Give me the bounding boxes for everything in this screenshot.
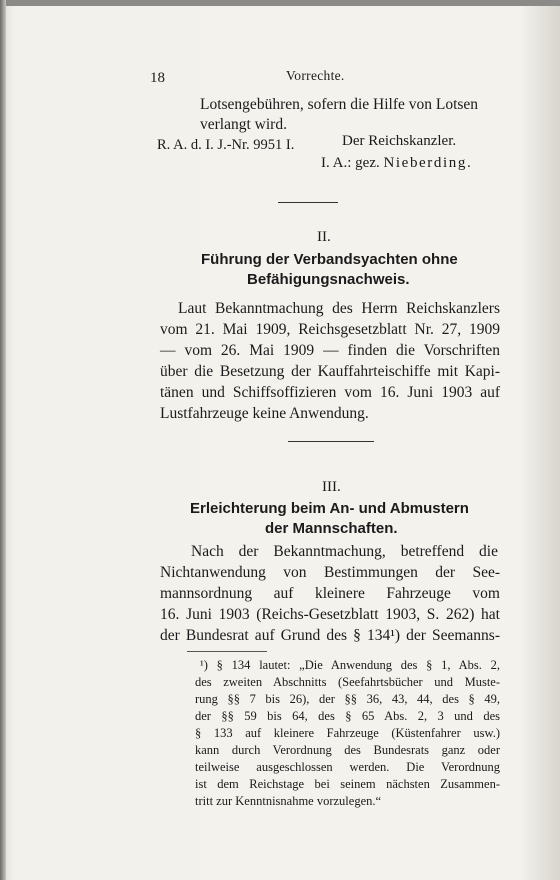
footnote-line: § 133 auf kleinere Fahrzeuge (Küstenfahrer usw.)	[195, 726, 500, 740]
footnote-line: teilweise ausgeschlossen werden. Die Verordnung	[195, 760, 500, 774]
section-heading: Erleichterung beim An- und Abmustern	[190, 500, 469, 517]
body-line: Lustfahrzeuge keine Anwendung.	[160, 405, 369, 422]
body-line: Nichtanwendung von Bestimmungen der See-	[160, 564, 500, 581]
body-line: verlangt wird.	[200, 116, 287, 133]
page-number: 18	[150, 70, 165, 86]
running-head: Vorrechte.	[286, 68, 345, 83]
footnote-rule	[187, 651, 267, 652]
body-line: der Bundesrat auf Grund des § 134¹) der Seemanns-	[160, 627, 500, 644]
signer-title: Der Reichskanzler.	[342, 133, 457, 149]
footnote-line: der §§ 59 bis 64, des § 65 Abs. 2, 3 und des	[195, 709, 500, 723]
footnote-line: rung §§ 7 bis 26), der §§ 36, 43, 44, des § 49,	[195, 692, 500, 706]
section-divider	[278, 202, 338, 203]
footnote-line: kann durch Verordnung des Bundesrats ganz oder	[195, 743, 500, 757]
body-line: über die Besetzung der Kauffahrteischiffe mit Kapi-	[160, 363, 500, 380]
section-divider	[288, 441, 374, 442]
section-heading: Führung der Verbandsyachten ohne	[201, 251, 458, 268]
body-line: mannsordnung auf kleinere Fahrzeuge vom	[160, 585, 500, 602]
body-line: Nach der Bekanntmachung, betreffend die	[191, 543, 498, 560]
section-heading: der Mannschaften.	[265, 520, 398, 537]
section-numeral: II.	[317, 229, 331, 245]
footnote-line: tritt zur Kenntnisnahme vorzulegen.“	[195, 794, 382, 808]
body-line: vom 21. Mai 1909, Reichsgesetzblatt Nr. 27, 1909	[160, 321, 500, 338]
signature	[321, 155, 472, 172]
footnote-line: des zweiten Abschnitts (Seefahrtsbücher und Muste-	[195, 675, 500, 689]
body-line: tänen und Schiffsoffizieren vom 16. Juni 1903 auf	[160, 384, 500, 401]
signature-name: Nieberding.	[383, 155, 473, 171]
footnote-line: ¹) § 134 lautet: „Die Anwendung des § 1, Abs. 2,	[200, 658, 500, 672]
footnote-line: ist dem Reichstage bei seinem nächsten Zusammen-	[195, 777, 500, 791]
page-top-edge	[0, 0, 560, 6]
reference-number: R. A. d. I. J.-Nr. 9951 I.	[157, 137, 295, 153]
section-numeral: III.	[322, 479, 341, 495]
body-line: — vom 26. Mai 1909 — finden die Vorschriften	[160, 342, 500, 359]
signature-prefix: I. A.: gez.	[321, 155, 380, 171]
section-heading: Befähigungsnachweis.	[247, 271, 410, 288]
body-line: 16. Juni 1903 (Reichs-Gesetzblatt 1903, S. 262) hat	[160, 606, 500, 623]
page-binding-edge	[0, 0, 6, 880]
body-line: Lotsengebühren, sofern die Hilfe von Lotsen	[200, 96, 479, 113]
body-line: Laut Bekanntmachung des Herrn Reichskanzlers	[178, 300, 500, 317]
